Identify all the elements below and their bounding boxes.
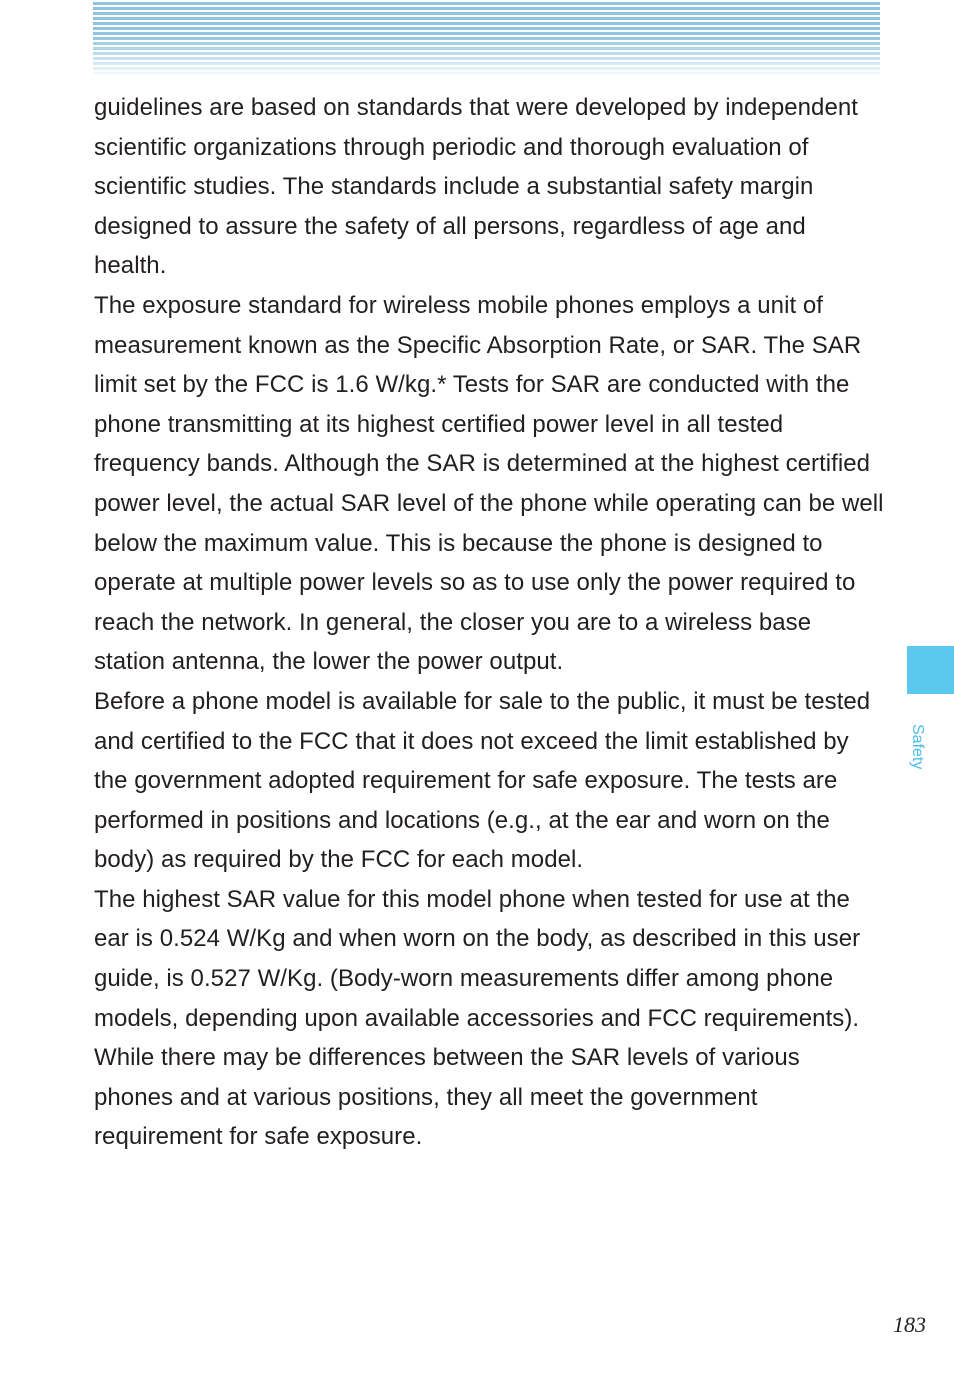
paragraph-exposure-standard: The exposure standard for wireless mobile phones employs a unit of measurement known as the Specific Absorption Rate, or SAR. The SAR limit set by the FCC is 1.6 W/kg.* Tests for SAR are conducted with the phone transmitting at its highest certified power level in all tested frequency bands. Although the SAR is determined at the highest certified power level, the actual SAR level of the phone while operating can be well below the maximum value. This is because the phone is designed to operate at multiple power levels so as to use only the power required to reach the network. In general, the closer you are to a wireless base station antenna, the lower the power output. [94,291,884,676]
header-stripe-band [93,2,880,74]
paragraph-testing: Before a phone model is available for sale to the public, it must be tested and certified to the FCC that it does not exceed the limit established by the government adopted requirement for safe exposure. The tests are performed in positions and locations (e.g., at the ear and worn on the body) as required by the FCC for each model. [94,687,871,874]
section-tab-label: Safety [909,724,926,770]
paragraph-guidelines: guidelines are based on standards that were developed by independent scientific organizations through periodic and thorough evaluation of scientific studies. The standards include a substantial safety margin designed to assure the safety of all persons, regardless of age and health. [94,94,858,280]
paragraph-highest-sar: The highest SAR value for this model phone when tested for use at the ear is 0.524 W/Kg and when worn on the body, as described in this user guide, is 0.527 W/Kg. (Body-worn measurements differ among phone models, depending upon available accessories and FCC requirements). While there may be differences between the SAR levels of various phones and at various positions, they all meet the government requirement for safe exposure. [94,885,861,1151]
page-number: 183 [893,1312,926,1337]
body-text [94,88,884,1157]
section-tab-marker [907,646,954,694]
